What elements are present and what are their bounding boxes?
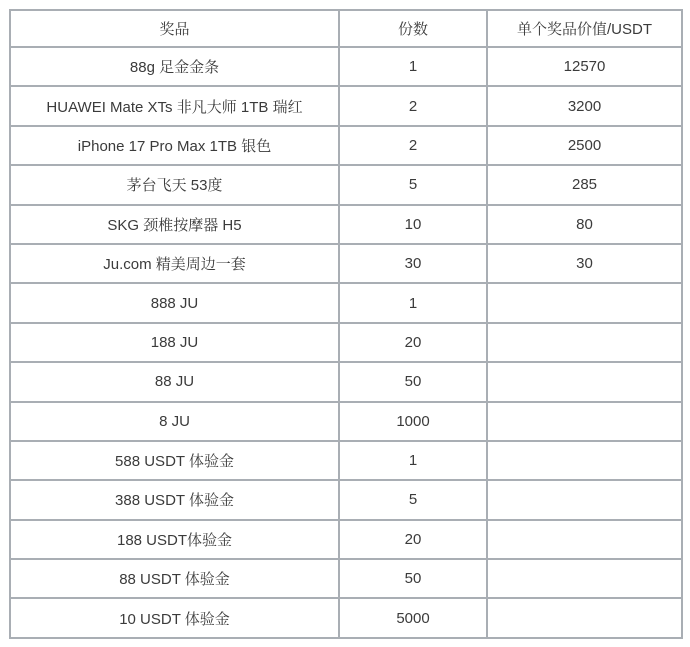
- value-cell: [487, 559, 682, 598]
- count-cell: 5000: [339, 598, 487, 638]
- table-row: [10, 441, 682, 480]
- prize-cell: 10 USDT 体验金: [10, 598, 339, 638]
- table-row: [10, 480, 682, 519]
- table-row: [10, 126, 682, 165]
- value-cell: [487, 362, 682, 401]
- header-count: 份数: [339, 10, 487, 47]
- prize-cell: Ju.com 精美周边一套: [10, 244, 339, 283]
- count-cell: 10: [339, 205, 487, 244]
- prizes-table: [9, 9, 683, 639]
- prize-cell: SKG 颈椎按摩器 H5: [10, 205, 339, 244]
- header-row: [10, 10, 682, 47]
- table-row: [10, 165, 682, 204]
- count-cell: 5: [339, 165, 487, 204]
- value-cell: [487, 323, 682, 362]
- table-row: [10, 559, 682, 598]
- value-cell: [487, 480, 682, 519]
- value-cell: 80: [487, 205, 682, 244]
- value-cell: [487, 441, 682, 480]
- count-cell: 50: [339, 559, 487, 598]
- prize-cell: 888 JU: [10, 283, 339, 322]
- prize-cell: 88g 足金金条: [10, 47, 339, 86]
- table-row: [10, 283, 682, 322]
- header-prize: 奖品: [10, 10, 339, 47]
- count-cell: 1000: [339, 402, 487, 441]
- prize-cell: iPhone 17 Pro Max 1TB 银色: [10, 126, 339, 165]
- table-body: [10, 47, 682, 638]
- table-row: [10, 244, 682, 283]
- prizes-table-container: [9, 9, 683, 639]
- prize-cell: 188 JU: [10, 323, 339, 362]
- header-value: 单个奖品价值/USDT: [487, 10, 682, 47]
- count-cell: 1: [339, 47, 487, 86]
- value-cell: 30: [487, 244, 682, 283]
- value-cell: 12570: [487, 47, 682, 86]
- prize-cell: HUAWEI Mate XTs 非凡大师 1TB 瑞红: [10, 86, 339, 125]
- value-cell: 2500: [487, 126, 682, 165]
- count-cell: 20: [339, 323, 487, 362]
- table-row: [10, 323, 682, 362]
- count-cell: 50: [339, 362, 487, 401]
- table-row: [10, 402, 682, 441]
- prize-cell: 388 USDT 体验金: [10, 480, 339, 519]
- table-row: [10, 362, 682, 401]
- table-row: [10, 86, 682, 125]
- count-cell: 30: [339, 244, 487, 283]
- count-cell: 5: [339, 480, 487, 519]
- prize-cell: 88 USDT 体验金: [10, 559, 339, 598]
- count-cell: 2: [339, 86, 487, 125]
- table-row: [10, 598, 682, 638]
- count-cell: 1: [339, 441, 487, 480]
- prize-cell: 588 USDT 体验金: [10, 441, 339, 480]
- value-cell: [487, 520, 682, 559]
- count-cell: 2: [339, 126, 487, 165]
- prize-cell: 茅台飞天 53度: [10, 165, 339, 204]
- value-cell: [487, 402, 682, 441]
- table-row: [10, 520, 682, 559]
- table-row: [10, 47, 682, 86]
- value-cell: [487, 283, 682, 322]
- table-row: [10, 205, 682, 244]
- value-cell: 285: [487, 165, 682, 204]
- value-cell: 3200: [487, 86, 682, 125]
- prize-cell: 8 JU: [10, 402, 339, 441]
- value-cell: [487, 598, 682, 638]
- prize-cell: 88 JU: [10, 362, 339, 401]
- count-cell: 20: [339, 520, 487, 559]
- prize-cell: 188 USDT体验金: [10, 520, 339, 559]
- table-header: [10, 10, 682, 47]
- count-cell: 1: [339, 283, 487, 322]
